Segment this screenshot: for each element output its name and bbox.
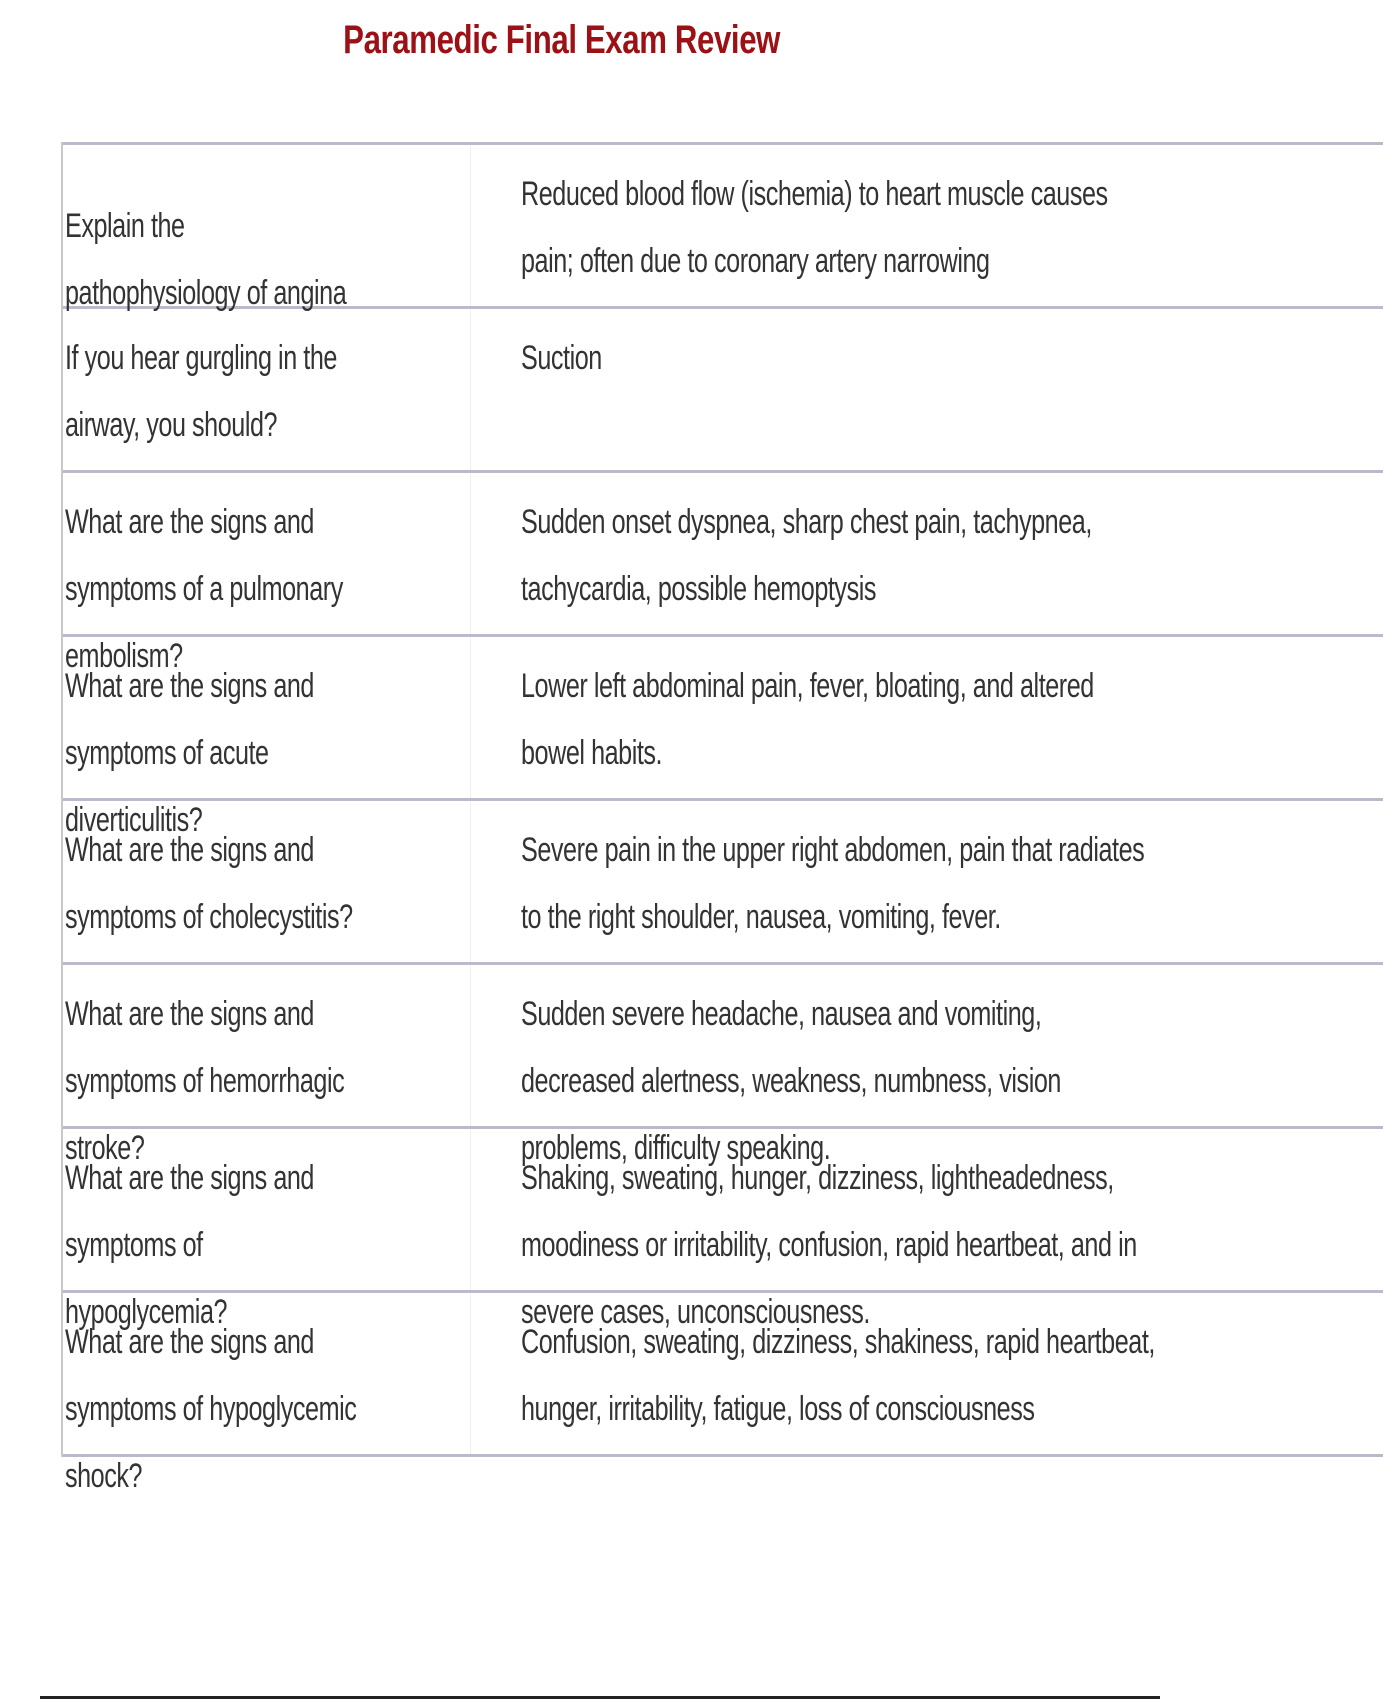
footer-divider: [40, 1696, 1160, 1699]
answer-text: Lower left abdominal pain, fever, bloating, and altered bowel habits.: [521, 667, 1094, 772]
answer-text: Confusion, sweating, dizziness, shakiness, rapid heartbeat, hunger, irritability, fatigue, loss of consciousness: [521, 1323, 1155, 1428]
table-row: [63, 306, 1383, 470]
answer-text: Sudden severe headache, nausea and vomiting, decreased alertness, weakness, numbness, vision problems, difficulty speaking.: [521, 995, 1061, 1167]
answer-text: Sudden onset dyspnea, sharp chest pain, tachypnea, tachycardia, possible hemoptysis: [521, 503, 1092, 608]
question-cell: [63, 473, 471, 675]
question-text: What are the signs and symptoms of hypoglycemia?: [65, 1159, 314, 1331]
qa-table: [61, 142, 1383, 1495]
table-row: [63, 470, 1383, 675]
answer-cell: [471, 473, 1383, 634]
answer-text: Suction: [521, 339, 602, 377]
answer-cell: [471, 1129, 1383, 1331]
qa-table-viewport: [61, 142, 1200, 1495]
question-text: Explain the pathophysiology of angina: [65, 207, 347, 312]
answer-cell: [471, 965, 1383, 1167]
table-row: [63, 634, 1383, 839]
question-cell: [63, 1293, 471, 1495]
question-cell: [63, 309, 471, 470]
answer-text: Shaking, sweating, hunger, dizziness, lightheadedness, moodiness or irritability, confusion, rapid heartbeat, and in severe cases, unconsciousness.: [521, 1159, 1137, 1331]
question-text: If you hear gurgling in the airway, you should?: [65, 339, 337, 444]
question-cell: [63, 637, 471, 839]
answer-cell: [471, 637, 1383, 798]
table-row: [63, 1126, 1383, 1331]
question-cell: [63, 801, 471, 962]
question-text: What are the signs and symptoms of cholecystitis?: [65, 831, 353, 936]
answer-text: Severe pain in the upper right abdomen, pain that radiates to the right shoulder, nausea, vomiting, fever.: [521, 831, 1145, 936]
question-text: What are the signs and symptoms of a pulmonary embolism?: [65, 503, 343, 675]
question-cell: [63, 965, 471, 1167]
answer-cell: [471, 309, 1383, 470]
table-row: [63, 962, 1383, 1167]
table-row: [63, 1290, 1383, 1495]
page-title: Paramedic Final Exam Review: [343, 18, 781, 62]
table-row: [63, 798, 1383, 962]
answer-cell: [471, 145, 1383, 306]
question-text: What are the signs and symptoms of acute diverticulitis?: [65, 667, 314, 839]
question-cell: [63, 145, 471, 312]
question-text: What are the signs and symptoms of hypoglycemic shock?: [65, 1323, 357, 1495]
question-text: What are the signs and symptoms of hemorrhagic stroke?: [65, 995, 345, 1167]
question-cell: [63, 1129, 471, 1331]
answer-text: Reduced blood flow (ischemia) to heart muscle causes pain; often due to coronary artery narrowing: [521, 175, 1108, 280]
answer-cell: [471, 1293, 1383, 1454]
table-row: [63, 142, 1383, 312]
answer-cell: [471, 801, 1383, 962]
